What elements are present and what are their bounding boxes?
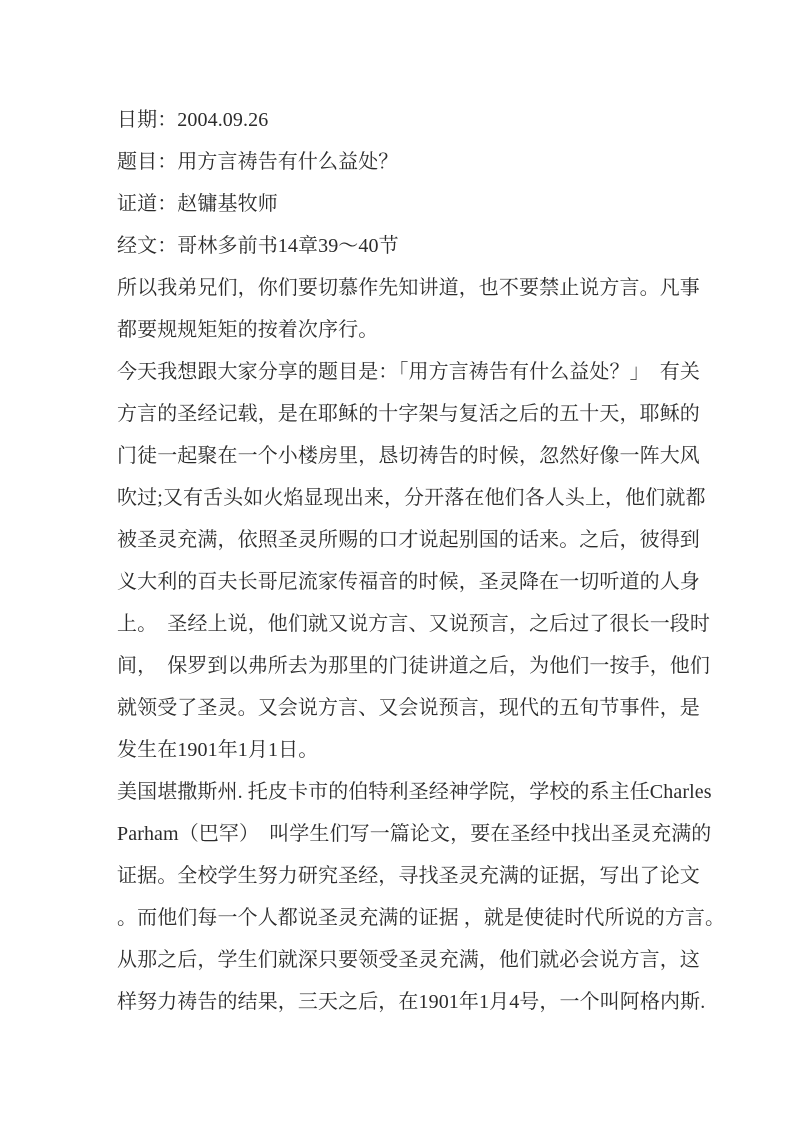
body-line: 就领受了圣灵。又会说方言、又会说预言，现代的五旬节事件，是: [117, 697, 700, 719]
body-line: 。而他们每一个人都说圣灵充满的证据 ，就是使徒时代所说的方言。: [117, 907, 726, 929]
body-line: 门徒一起聚在一个小楼房里，恳切祷告的时候，忽然好像一阵大风: [117, 445, 700, 467]
body-line: 所以我弟兄们，你们要切慕作先知讲道，也不要禁止说方言。凡事: [117, 277, 700, 299]
meta-line-title: 题目：用方言祷告有什么益处？: [117, 151, 399, 173]
body-line: 被圣灵充满，依照圣灵所赐的口才说起别国的话来。之后，彼得到: [117, 529, 700, 551]
meta-line-preacher: 证道：赵镛基牧师: [117, 193, 278, 215]
body-line: 证据。全校学生努力研究圣经，寻找圣灵充满的证据，写出了论文: [117, 865, 700, 887]
body-line: 美国堪撒斯州. 托皮卡市的伯特利圣经神学院，学校的系主任Charles: [117, 781, 712, 803]
body-line: 样努力祷告的结果，三天之后，在1901年1月4号，一个叫阿格内斯.: [117, 991, 706, 1013]
body-line: 间， 保罗到以弗所去为那里的门徒讲道之后，为他们一按手，他们: [117, 655, 710, 677]
body-line: 发生在1901年1月1日。: [117, 739, 319, 761]
body-line: 今天我想跟大家分享的题目是：「用方言祷告有什么益处？」 有关: [117, 361, 700, 383]
meta-line-date: 日期：2004.09.26: [117, 109, 269, 131]
body-line: 都要规规矩矩的按着次序行。: [117, 319, 379, 341]
body-line: 方言的圣经记载，是在耶稣的十字架与复活之后的五十天，耶稣的: [117, 403, 700, 425]
body-line: 义大利的百夫长哥尼流家传福音的时候，圣灵降在一切听道的人身: [117, 571, 700, 593]
body-line: 吹过;又有舌头如火焰显现出来，分开落在他们各人头上，他们就都: [117, 487, 706, 509]
meta-line-scripture: 经文：哥林多前书14章39～40节: [117, 235, 399, 257]
body-line: 从那之后，学生们就深只要领受圣灵充满，他们就必会说方言，这: [117, 949, 700, 971]
body-line: 上。 圣经上说，他们就又说方言、又说预言，之后过了很长一段时: [117, 613, 710, 635]
body-line: Parham（巴罕） 叫学生们写一篇论文，要在圣经中找出圣灵充满的: [117, 823, 712, 845]
sermon-text-block: [117, 99, 737, 1023]
